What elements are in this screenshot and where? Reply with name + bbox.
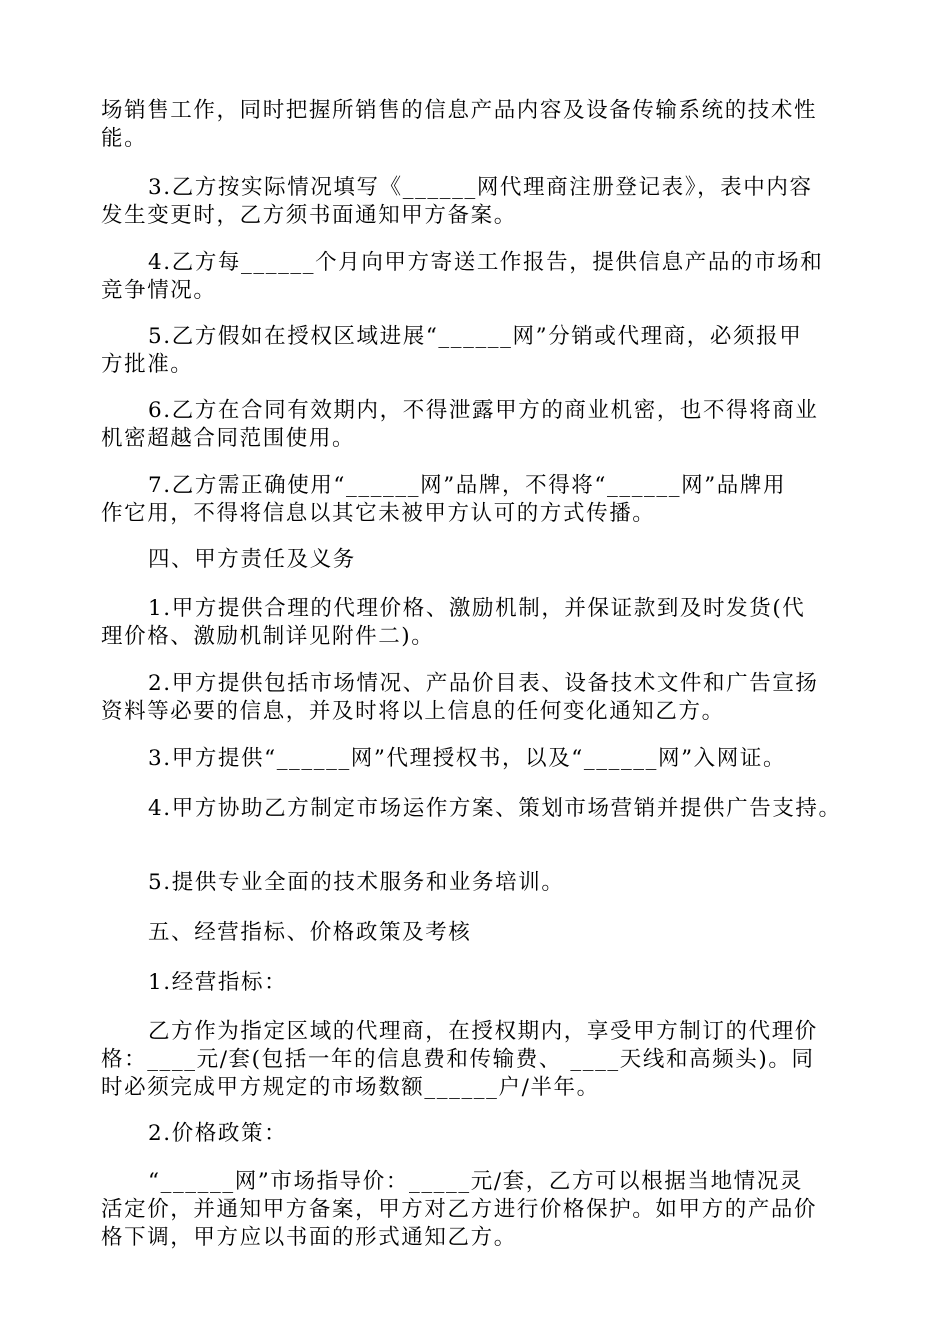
paragraph-line: 4.甲方协助乙方制定市场运作方案、策划市场营销并提供广告支持。 xyxy=(148,796,842,821)
paragraph-line: 3.乙方按实际情况填写《______网代理商注册登记表》，表中内容 xyxy=(148,175,813,200)
subheading-pricing-policy xyxy=(101,1120,861,1148)
section-heading: 四、甲方责任及义务 xyxy=(148,547,356,572)
paragraph-line: 6.乙方在合同有效期内，不得泄露甲方的商业机密，也不得将商业 xyxy=(148,398,819,423)
paragraph-a-clause-4 xyxy=(101,795,861,823)
paragraph-line: 能。 xyxy=(101,126,148,151)
paragraph-sales-work xyxy=(101,97,861,153)
paragraph-line: 乙方作为指定区域的代理商，在授权期内，享受甲方制订的代理价 xyxy=(148,1019,818,1044)
paragraph-a-clause-2 xyxy=(101,670,861,726)
paragraph-line: 机密超越合同范围使用。 xyxy=(101,426,356,451)
subheading: 1.经营指标： xyxy=(148,970,288,995)
paragraph-line: 5.提供专业全面的技术服务和业务培训。 xyxy=(148,870,565,895)
paragraph-line: “______网”市场指导价：_____元/套，乙方可以根据当地情况灵 xyxy=(148,1169,803,1194)
paragraph-line: 理价格、激励机制详见附件二)。 xyxy=(101,624,435,649)
paragraph-line: 5.乙方假如在授权区域进展“______网”分销或代理商，必须报甲 xyxy=(148,324,803,349)
paragraph-a-clause-1 xyxy=(101,595,861,651)
paragraph-clause-6 xyxy=(101,397,861,453)
paragraph-clause-7 xyxy=(101,472,861,528)
paragraph-clause-3 xyxy=(101,174,861,230)
paragraph-a-clause-5 xyxy=(101,869,861,897)
paragraph-line: 发生变更时，乙方须书面通知甲方备案。 xyxy=(101,203,517,228)
paragraph-line: 3.甲方提供“______网”代理授权书，以及“______网”入网证。 xyxy=(148,746,787,771)
paragraph-line: 7.乙方需正确使用“______网”品牌，不得将“______网”品牌用 xyxy=(148,473,787,498)
section-heading-party-a-duties xyxy=(101,546,861,574)
paragraph-clause-4 xyxy=(101,249,861,305)
section-heading-targets-pricing xyxy=(101,919,861,947)
paragraph-line: 2.甲方提供包括市场情况、产品价目表、设备技术文件和广告宣扬 xyxy=(148,671,819,696)
paragraph-line: 格下调，甲方应以书面的形式通知乙方。 xyxy=(101,1225,517,1250)
paragraph-line: 1.甲方提供合理的代理价格、激励机制，并保证款到及时发货(代 xyxy=(148,596,806,621)
paragraph-line: 方批准。 xyxy=(101,352,194,377)
paragraph-a-clause-3 xyxy=(101,745,861,773)
subheading-business-targets xyxy=(101,969,861,997)
paragraph-line: 资料等必要的信息，并及时将以上信息的任何变化通知乙方。 xyxy=(101,699,725,724)
paragraph-line: 时必须完成甲方规定的市场数额______户/半年。 xyxy=(101,1075,600,1100)
paragraph-line: 格：____元/套(包括一年的信息费和传输费、 ____天线和高频头)。同 xyxy=(101,1047,815,1072)
paragraph-line: 活定价，并通知甲方备案，甲方对乙方进行价格保护。如甲方的产品价 xyxy=(101,1197,818,1222)
paragraph-line: 4.乙方每______个月向甲方寄送工作报告，提供信息产品的市场和 xyxy=(148,250,824,275)
section-heading: 五、经营指标、价格政策及考核 xyxy=(148,920,472,945)
paragraph-clause-5 xyxy=(101,323,861,379)
paragraph-targets-detail xyxy=(101,1018,861,1102)
subheading: 2.价格政策： xyxy=(148,1121,288,1146)
paragraph-pricing-detail xyxy=(101,1168,861,1252)
paragraph-line: 作它用，不得将信息以其它未被甲方认可的方式传播。 xyxy=(101,501,656,526)
paragraph-line: 竞争情况。 xyxy=(101,278,217,303)
paragraph-line: 场销售工作，同时把握所销售的信息产品内容及设备传输系统的技术性 xyxy=(101,98,818,123)
